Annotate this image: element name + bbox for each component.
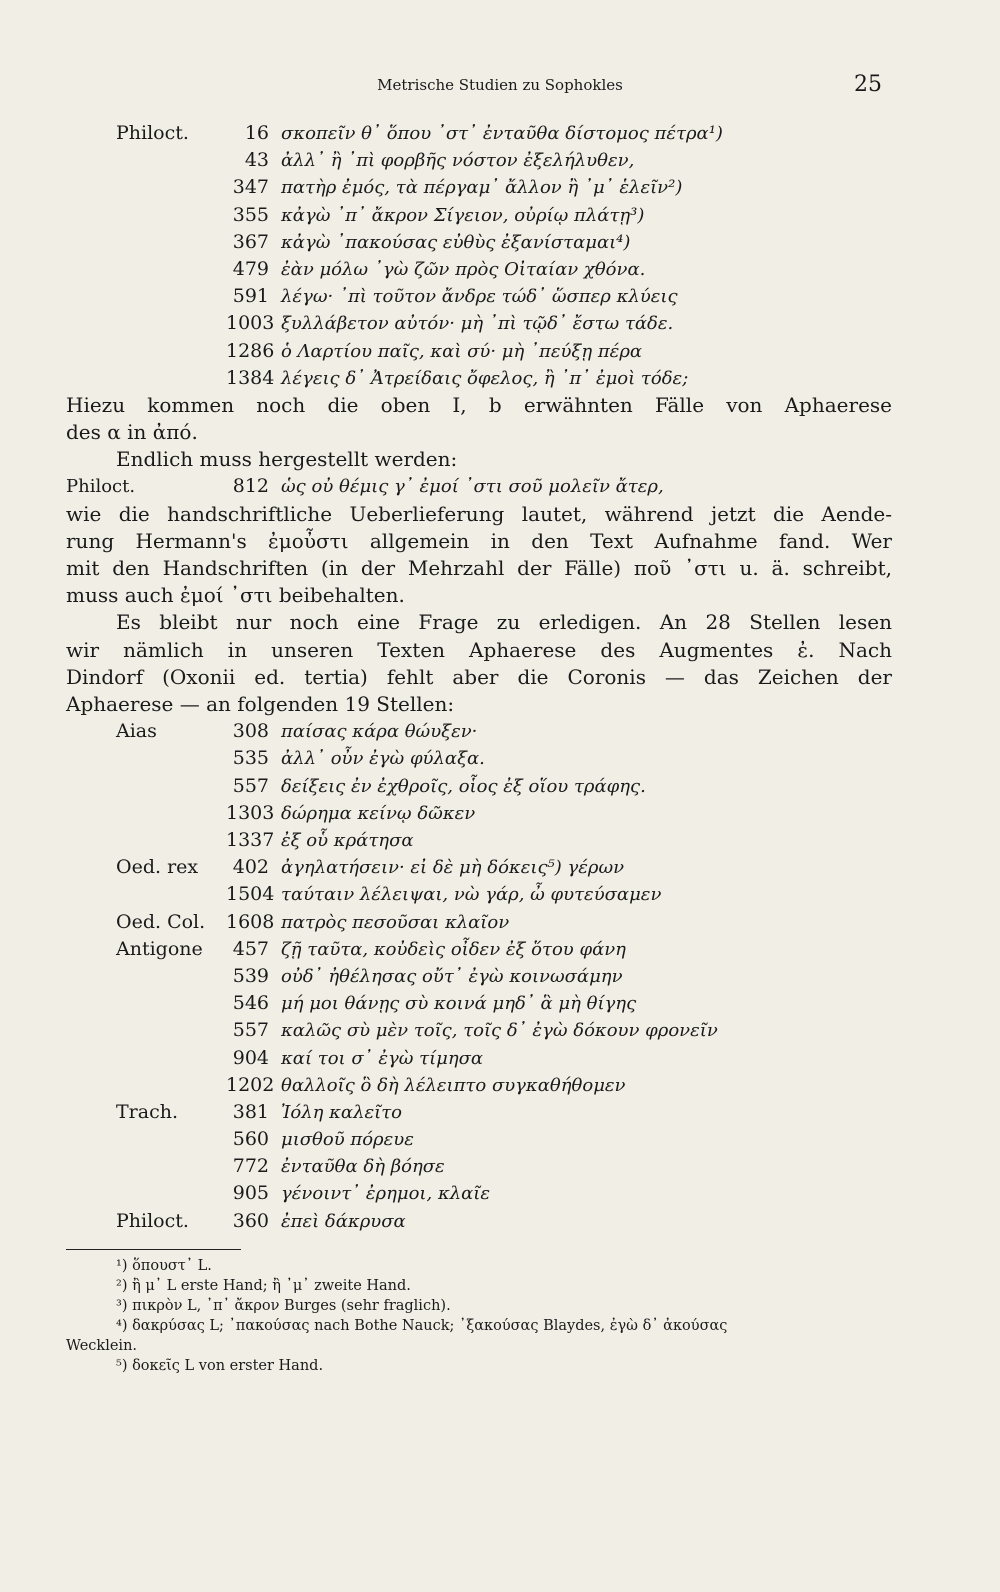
verse-row (66, 310, 892, 337)
verse-text: ἀλλ᾽ ἢ ᾽πὶ φορβῆς νόστον ἐξελήλυθεν, (281, 150, 635, 172)
verse-row (66, 338, 892, 365)
footnote: ²) ἢ μ᾽ L erste Hand; ἢ ᾽μ᾽ zweite Hand. (116, 1277, 411, 1294)
verse-row (66, 120, 892, 147)
verse-number: 546 (232, 992, 269, 1015)
verse-row (66, 174, 892, 201)
verse-text: πατὴρ ἐμός, τὰ πέργαμ᾽ ἄλλον ἢ ᾽μ᾽ ἑλεῖν²) (281, 177, 683, 199)
verse-list-philoctetes (66, 120, 892, 392)
verse-number: 1286 (226, 339, 275, 362)
verse-number: 43 (244, 149, 269, 172)
verse-text: ὁ Λαρτίου παῖς, καὶ σύ· μὴ ᾽πεύξῃ πέρα (281, 340, 643, 362)
text-line: Aphaerese — an folgenden 19 Stellen: (66, 692, 455, 717)
verse-row (66, 283, 892, 310)
verse-text: ἐξ οὗ κράτησα (281, 830, 414, 852)
verse-row (66, 1072, 892, 1099)
text-line: Endlich muss hergestellt werden: (116, 447, 458, 472)
verse-row (66, 202, 892, 229)
verse-number: 360 (232, 1209, 269, 1232)
verse-text: γένοιντ᾽ ἐρημοι, κλαῖε (281, 1183, 491, 1205)
verse-number: 812 (232, 475, 269, 498)
page-header (0, 72, 1000, 100)
verse-row (66, 909, 892, 936)
verse-row (66, 1180, 892, 1207)
verse-text: μισθοῦ πόρευε (281, 1129, 414, 1151)
text-line: des α in ἀπό. (66, 420, 198, 445)
paragraph-ueberlieferung (66, 501, 892, 610)
text-line: wir nämlich in unseren Texten Aphaerese des Augmentes ἐ. Nach (66, 637, 892, 662)
verse-row (66, 256, 892, 283)
verse-number: 355 (232, 203, 269, 226)
verse-number: 381 (232, 1100, 269, 1123)
paragraph-endlich (66, 446, 892, 473)
verse-row (66, 936, 892, 963)
verse-number: 457 (232, 937, 269, 960)
footnotes (66, 1256, 892, 1376)
verse-row (66, 147, 892, 174)
verse-number: 904 (232, 1046, 269, 1069)
text-line: wie die handschriftliche Ueberlieferung lautet, während jetzt die Aende- (66, 501, 892, 526)
verse-text: σκοπεῖν θ᾽ ὅπου ᾽στ᾽ ἐνταῦθα δίστομος πέτρα¹) (281, 123, 723, 144)
verse-number: 535 (232, 747, 269, 770)
verse-text: λέγω· ᾽πὶ τοῦτον ἄνδρε τώδ᾽ ὥσπερ κλύεις (281, 286, 678, 308)
text-line: muss auch ἐμοί ᾽στι beibehalten. (66, 583, 405, 608)
verse-number: 1202 (226, 1073, 275, 1096)
verse-row (66, 800, 892, 827)
page-body (66, 120, 892, 1376)
verse-number: 402 (232, 856, 269, 879)
verse-row (66, 881, 892, 908)
verse-text: καλῶς σὺ μὲν τοῖς, τοῖς δ᾽ ἐγὼ δόκουν φρονεῖν (281, 1020, 718, 1042)
verse-row (66, 990, 892, 1017)
verse-text: λέγεις δ᾽ Ἀτρείδαις ὄφελος, ἢ ᾽π᾽ ἐμοὶ τόδε; (281, 367, 689, 389)
verse-number: 1303 (226, 801, 275, 824)
verse-number: 557 (232, 774, 269, 797)
play-name: Philoct. (116, 1209, 189, 1232)
verse-text: καί τοι σ᾽ ἐγὼ τίμησα (281, 1047, 484, 1069)
verse-row (66, 963, 892, 990)
verse-text: ὡς οὐ θέμις γ᾽ ἐμοί ᾽στι σοῦ μολεῖν ἄτερ, (281, 476, 664, 498)
verse-number: 557 (232, 1019, 269, 1042)
play-name: Philoct. (116, 122, 189, 144)
verse-number: 367 (232, 230, 269, 253)
verse-row (66, 473, 892, 500)
footnote: ¹) ὅπουστ᾽ L. (116, 1257, 212, 1274)
verse-number: 308 (232, 720, 269, 743)
play-name: Philoct. (66, 476, 136, 498)
verse-number: 591 (232, 285, 269, 308)
verse-number: 772 (232, 1155, 269, 1178)
running-title: Metrische Studien zu Sophokles (377, 76, 623, 94)
footnote: ³) πικρὸν L, ᾽π᾽ ἄκρον Burges (sehr fraglich). (116, 1297, 451, 1314)
text-line: mit den Handschriften (in der Mehrzahl der Fälle) ποῦ ᾽στι u. ä. schreibt, (66, 556, 892, 581)
footnote-rule (66, 1249, 241, 1250)
verse-number: 905 (232, 1182, 269, 1205)
verse-number: 1003 (226, 312, 275, 335)
verse-text: πατρὸς πεσοῦσαι κλαῖον (281, 911, 510, 933)
verse-row (66, 229, 892, 256)
verse-row (66, 1153, 892, 1180)
verse-text: παίσας κάρα θώυξεν· (281, 721, 478, 743)
footnote-continuation: Wecklein. (66, 1337, 138, 1354)
verse-number: 1608 (226, 910, 275, 933)
play-name: Oed. rex (116, 856, 199, 879)
verse-number: 347 (232, 176, 269, 199)
verse-list-coronis (66, 718, 892, 1235)
verse-text: δώρημα κείνῳ δῶκεν (281, 802, 476, 824)
verse-text: κἀγὼ ᾽π᾽ ἄκρον Σίγειον, οὐρίῳ πλάτῃ³) (281, 204, 645, 226)
footnote: ⁵) δοκεῖς L von erster Hand. (116, 1357, 324, 1374)
play-name: Oed. Col. (116, 910, 206, 933)
verse-number: 560 (232, 1128, 269, 1151)
verse-text: ἐπεὶ δάκρυσα (281, 1210, 406, 1232)
text-line: Hiezu kommen noch die oben I, b erwähnten Fälle von Aphaerese (66, 392, 892, 417)
verse-number: 16 (244, 122, 269, 144)
paragraph-aphaerese (66, 392, 892, 446)
verse-number: 539 (232, 964, 269, 987)
verse-row (66, 1099, 892, 1126)
verse-text: ἀλλ᾽ οὖν ἐγὼ φύλαξα. (281, 748, 485, 770)
verse-number: 1337 (226, 829, 275, 852)
verse-row (66, 1045, 892, 1072)
verse-text: ξυλλάβετον αὐτόν· μὴ ᾽πὶ τῷδ᾽ ἔστω τάδε. (281, 313, 674, 335)
verse-number: 1384 (226, 366, 275, 389)
verse-text: ζῇ ταῦτα, κοὐδεὶς οἶδεν ἐξ ὅτου φάνη (281, 938, 626, 960)
verse-row (66, 365, 892, 392)
verse-row (66, 1126, 892, 1153)
verse-row (66, 854, 892, 881)
play-name: Aias (116, 720, 157, 743)
text-line: rung Hermann's ἐμοὖστι allgemein in den Text Aufnahme fand. Wer (66, 528, 892, 553)
verse-number: 479 (232, 257, 269, 280)
verse-row (66, 827, 892, 854)
text-line: Es bleibt nur noch eine Frage zu erledigen. An 28 Stellen lesen (116, 610, 892, 635)
verse-text: ἀγηλατήσειν· εἰ δὲ μὴ δόκεις⁵) γέρων (281, 857, 625, 879)
play-name: Trach. (116, 1100, 179, 1123)
verse-number: 1504 (226, 883, 275, 906)
verse-row (66, 773, 892, 800)
verse-row (66, 745, 892, 772)
verse-text: ἐὰν μόλω ᾽γὼ ζῶν πρὸς Οἰταίαν χθόνα. (281, 258, 646, 280)
verse-text: δείξεις ἐν ἐχθροῖς, οἷος ἐξ οἵου τράφης. (281, 775, 646, 797)
text-line: Dindorf (Oxonii ed. tertia) fehlt aber die Coronis — das Zeichen der (66, 664, 892, 689)
verse-text: ἐνταῦθα δὴ βόησε (281, 1156, 445, 1178)
verse-row (66, 1017, 892, 1044)
paragraph-frage (66, 609, 892, 718)
verse-text: ταύταιν λέλειψαι, νὼ γάρ, ὦ φυτεύσαμεν (281, 884, 662, 906)
verse-text: μή μοι θάνῃς σὺ κοινά μηδ᾽ ἃ μὴ θίγης (281, 993, 637, 1015)
verse-text: οὐδ᾽ ἠθέλησας οὔτ᾽ ἐγὼ κοινωσάμην (281, 965, 623, 987)
play-name: Antigone (116, 937, 203, 960)
footnote: ⁴) δακρύσας L; ᾽πακούσας nach Bothe Nauck; ᾽ξακούσας Blaydes, ἐγὼ δ᾽ ἀκούσας (116, 1317, 728, 1334)
verse-text: Ἰόλη καλεῖτο (281, 1101, 403, 1123)
verse-text: κἀγὼ ᾽πακούσας εὐθὺς ἐξανίσταμαι⁴) (281, 231, 631, 253)
verse-row (66, 718, 892, 745)
page-number: 25 (854, 72, 882, 97)
verse-row (66, 1208, 892, 1235)
verse-text: θαλλοῖς ὃ δὴ λέλειπτο συγκαθήθομεν (281, 1074, 626, 1096)
